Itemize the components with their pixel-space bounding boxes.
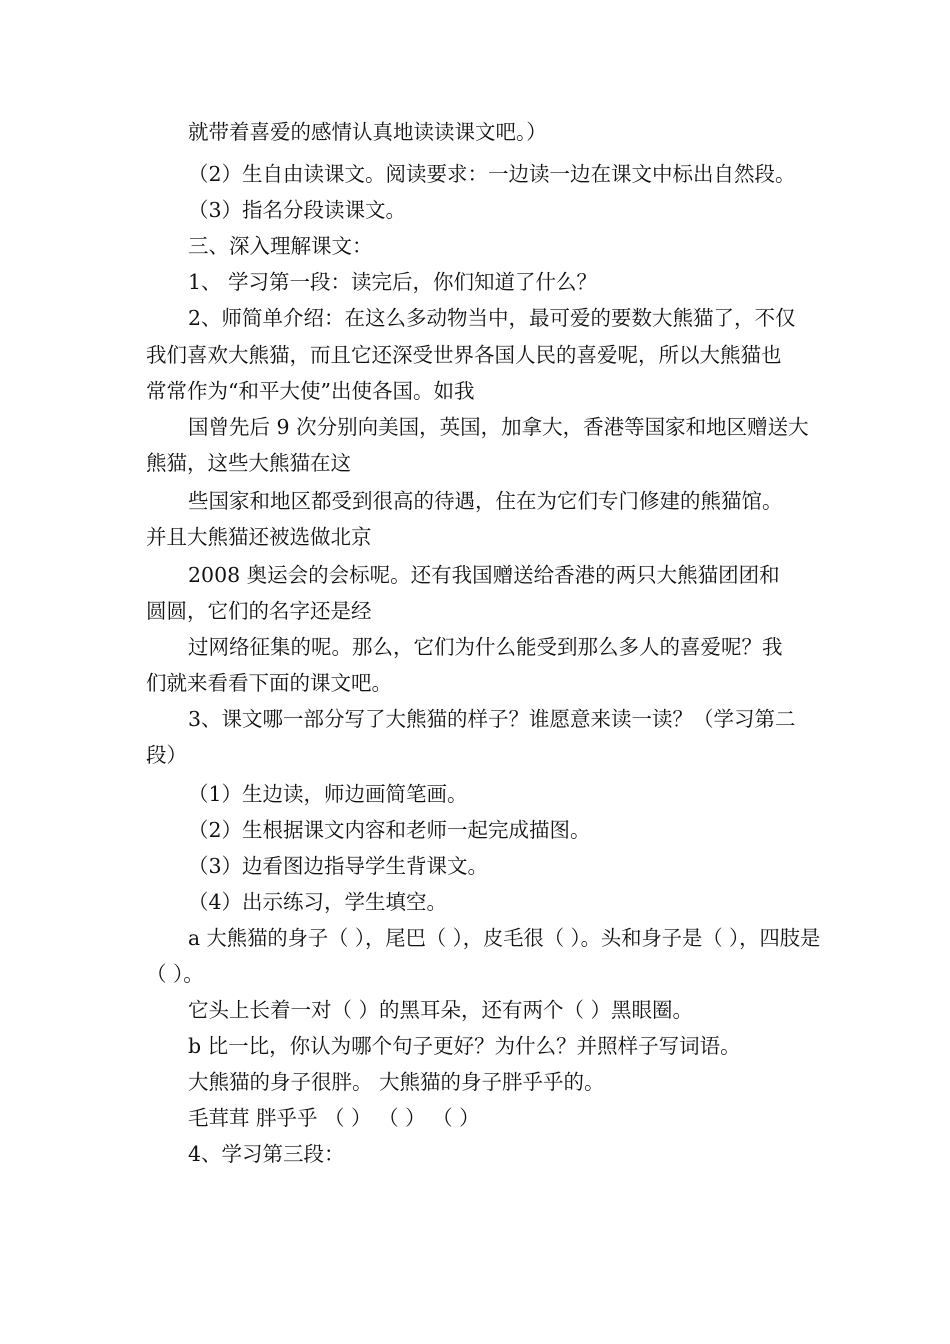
section-heading: 三、深入理解课文： [188, 234, 373, 258]
text-line: 2008 奥运会的会标呢。还有我国赠送给香港的两只大熊猫团团和 [188, 563, 780, 587]
text-line: （4）出示练习，学生填空。 [188, 890, 448, 914]
text-line: b 比一比，你认为哪个句子更好？为什么？并照样子写词语。 [188, 1034, 741, 1058]
text-line: 国曾先后 9 次分别向美国，英国，加拿大，香港等国家和地区赠送大 [188, 415, 809, 439]
text-line: （3）指名分段读课文。 [188, 198, 407, 222]
text-line: 大熊猫的身子很胖。 大熊猫的身子胖乎乎的。 [188, 1070, 605, 1094]
text-line: 并且大熊猫还被选做北京 [146, 525, 372, 549]
text-line: 常常作为“和平大使”出使各国。如我 [146, 379, 475, 403]
text-line: 们就来看看下面的课文吧。 [146, 671, 392, 695]
text-line: 1、 学习第一段：读完后，你们知道了什么？ [188, 270, 598, 294]
text-line: 过网络征集的呢。那么，它们为什么能受到那么多人的喜爱呢？我 [188, 635, 783, 659]
text-line: 它头上长着一对（ ）的黑耳朵，还有两个（ ）黑眼圈。 [188, 998, 694, 1022]
text-line: （3）边看图边指导学生背课文。 [188, 854, 489, 878]
text-line: 2、师简单介绍：在这么多动物当中，最可爱的要数大熊猫了，不仅 [188, 306, 796, 330]
text-line: 圆圆，它们的名字还是经 [146, 599, 372, 623]
text-line: （ ）。 [146, 962, 204, 986]
text-line: 3、课文哪一部分写了大熊猫的样子？谁愿意来读一读？（学习第二 [188, 707, 796, 731]
text-line: 些国家和地区都受到很高的待遇，住在为它们专门修建的熊猫馆。 [188, 489, 783, 513]
text-line: 段） [146, 743, 187, 767]
text-line: 熊猫，这些大熊猫在这 [146, 451, 351, 475]
text-line: （1）生边读，师边画简笔画。 [188, 782, 468, 806]
text-line: （2）生根据课文内容和老师一起完成描图。 [188, 818, 591, 842]
text-line: 我们喜欢大熊猫，而且它还深受世界各国人民的喜爱呢，所以大熊猫也 [146, 343, 782, 367]
text-line: 毛茸茸 胖乎乎 （ ） （ ） （ ） [188, 1106, 480, 1130]
text-line: 4、学习第三段： [188, 1142, 345, 1166]
text-line: （2）生自由读课文。阅读要求：一边读一边在课文中标出自然段。 [188, 162, 796, 186]
text-line: a 大熊猫的身子（ ），尾巴（ ），皮毛很（ ）。头和身子是（ ），四肢是 [188, 926, 821, 950]
text-line: 就带着喜爱的感情认真地读读课文吧。） [188, 120, 547, 144]
